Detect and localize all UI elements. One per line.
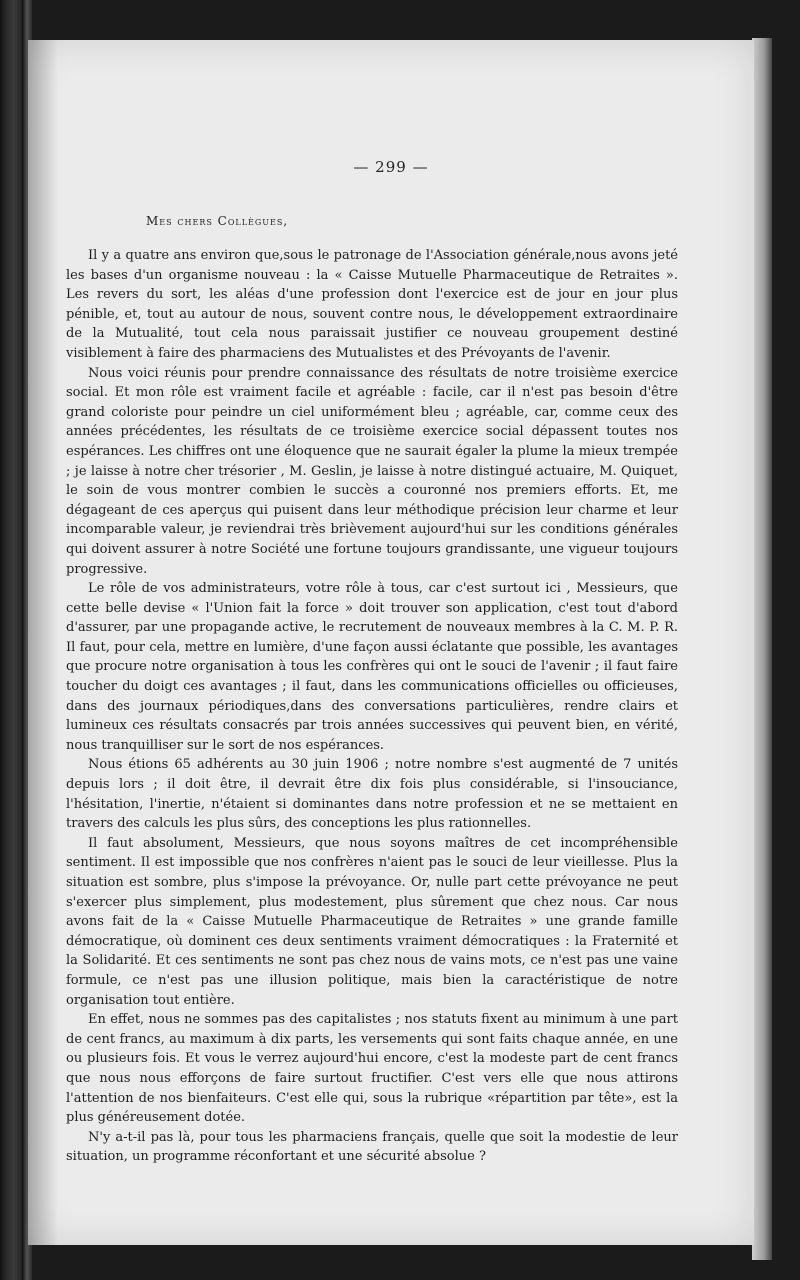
paragraph: N'y a-t-il pas là, pour tous les pharmaciens français, quelle que soit la modestie de leur situation, un programme réconfortant et une sécurité absolue ? [66, 1129, 678, 1165]
paragraph: Le rôle de vos administrateurs, votre rôle à tous, car c'est surtout ici , Messieurs, que cette belle devise « l'Union fait la force » doit trouver son application, c'est tout d'abord d'assurer, par une propagande active, le recrutement de nouveaux membres à la C. M. P. R. Il faut, pour cela, mettre en lumière, d'une façon aussi éclatante que possible, les avantages que procure notre organisation à tous les confrères qui ont le souci de l'avenir ; il faut faire toucher du doigt ces avantages ; il faut, dans les communications officielles ou officieuses, dans des journaux périodiques,dans des conversations particulières, rendre clairs et lumineux ces résultats consacrés par trois années successives qui peuvent bien, en vérité, nous tranquilliser sur le sort de nos espérances. [66, 581, 678, 753]
body-text [66, 246, 678, 1167]
gutter-shadow [28, 40, 58, 1245]
book-page [28, 40, 754, 1245]
page-number: — 299 — [353, 158, 429, 176]
salutation: Mes chers Collègues, [146, 214, 289, 228]
paragraph: Il y a quatre ans environ que,sous le patronage de l'Association générale,nous avons jeté les bases d'un organisme nouveau : la « Caisse Mutuelle Pharmaceutique de Retraites ». Les revers du sort, les aléas d'une profession dont l'exercice est de jour en jour plus pénible, et, tout au autour de nous, souvent contre nous, le développement extraordinaire de la Mutualité, tout cela nous paraissait justifier ce nouveau groupement destiné visiblement à faire des pharmaciens des Mutualistes et des Prévoyants de l'avenir. [66, 248, 678, 361]
page-stack-edge [752, 38, 772, 1260]
paragraph: Nous voici réunis pour prendre connaissance des résultats de notre troisième exercice social. Et mon rôle est vraiment facile et agréable : facile, car il n'est pas besoin d'être grand coloriste pour peindre un ciel uniformément bleu ; agréable, car, comme ceux des années précédentes, les résultats de ce troisième exercice social dépassent toutes nos espérances. Les chiffres ont une éloquence que ne saurait égaler la plume la mieux trempée ; je laisse à notre cher trésorier , M. Geslin, je laisse à notre distingué actuaire, M. Quiquet, le soin de vous montrer combien le succès a couronné nos premiers efforts. Et, me dégageant de ces aperçus qui puisent dans leur méthodique précision leur charme et leur incomparable valeur, je reviendrai très brièvement aujourd'hui sur les conditions générales qui doivent assurer à notre Société une fortune toujours grandissante, une vigueur toujours progressive. [66, 365, 678, 577]
paragraph: Il faut absolument, Messieurs, que nous soyons maîtres de cet incompréhensible sentiment. Il est impossible que nos confrères n'aient pas le souci de leur vieillesse. Plus la situation est sombre, plus s'impose la prévoyance. Or, nulle part cette prévoyance ne peut s'exercer plus simplement, plus modestement, plus sûrement que chez nous. Car nous avons fait de la « Caisse Mutuelle Pharmaceutique de Retraites » une grande famille démocratique, où dominent ces deux sentiments vraiment démocratiques : la Fraternité et la Solidarité. Et ces sentiments ne sont pas chez nous de vains mots, ce n'est pas une vaine formule, ce n'est pas une illusion politique, mais bien la caractéristique de notre organisation tout entière. [66, 835, 678, 1008]
paragraph: Nous étions 65 adhérents au 30 juin 1906 ; notre nombre s'est augmenté de 7 unités depuis lors ; il doit être, il devrait être dix fois plus considérable, si l'insouciance, l'hésitation, l'inertie, n'étaient si dominantes dans notre profession et ne se mettaient en travers des calculs les plus sûrs, des conceptions les plus rationnelles. [66, 757, 678, 832]
paragraph: En effet, nous ne sommes pas des capitalistes ; nos statuts fixent au minimum à une part de cent francs, au maximum à dix parts, les versements qui sont faits chaque année, en une ou plusieurs fois. Et vous le verrez aujourd'hui encore, c'est la modeste part de cent francs que nous nous efforçons de faire surtout fructifier. C'est vers elle que nous attirons l'attention de nos bienfaiteurs. C'est elle qui, sous la rubrique «répartition par tête», est la plus généreusement dotée. [66, 1012, 678, 1126]
